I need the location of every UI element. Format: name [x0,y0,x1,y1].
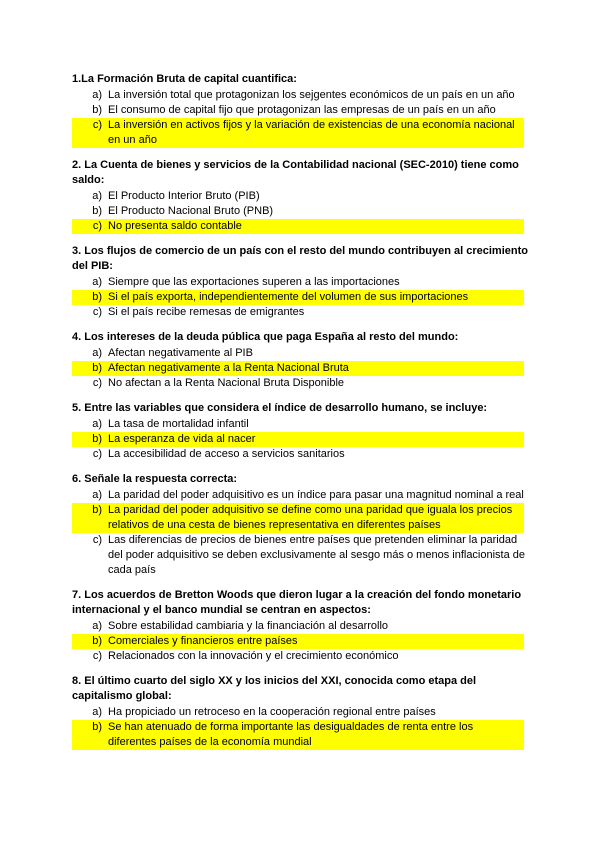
option-text: La inversión en activos fijos y la variación de existencias de una economía nacional en un año [108,118,524,148]
answer-option [72,204,532,219]
option-letter: a) [92,190,102,202]
highlighted-answer-option [72,118,532,148]
question-list [72,72,532,760]
answer-option [72,488,532,503]
question-title: 6. Señale la respuesta correcta: [72,473,238,485]
answer-option [72,346,532,361]
answer-option [72,619,532,634]
answer-option [72,88,532,103]
option-text: La tasa de mortalidad infantil [108,418,249,430]
highlighted-answer-option [72,720,532,750]
answer-option [72,103,532,118]
option-letter: b) [92,205,102,217]
option-letter: b) [72,720,108,750]
option-text: La paridad del poder adquisitivo se define como una paridad que iguala los precios relativos de una cesta de bienes representativa en diferentes países [108,503,524,533]
option-text: Relacionados con la innovación y el crecimiento económico [108,650,399,662]
answer-option [72,447,532,462]
option-text: No afectan a la Renta Nacional Bruta Disponible [108,377,345,389]
option-letter: b) [72,432,108,447]
answer-option [72,376,532,391]
question-title: 7. Los acuerdos de Bretton Woods que dieron lugar a la creación del fondo monetario internacional y el banco mundial se centran en aspectos: [72,589,522,616]
highlighted-answer-option [72,432,532,447]
answer-option [72,305,532,320]
highlighted-answer-option [72,290,532,305]
highlighted-answer-option [72,634,532,649]
question-title: 5. Entre las variables que considera el índice de desarrollo humano, se incluye: [72,402,488,414]
question-8 [72,674,532,750]
option-text: Si el país exporta, independientemente del volumen de sus importaciones [108,290,524,305]
question-title: 2. La Cuenta de bienes y servicios de la Contabilidad nacional (SEC-2010) tiene como saldo: [72,159,519,186]
question-3 [72,244,532,320]
question-2 [72,158,532,234]
option-letter: a) [92,276,102,288]
option-text: Se han atenuado de forma importante las desigualdades de renta entre los diferentes países de la economía mundial [108,720,524,750]
highlighted-answer-option [72,503,532,533]
option-list [72,189,532,234]
option-letter: a) [92,347,102,359]
question-7 [72,588,532,664]
option-list [72,275,532,320]
option-letter: b) [72,290,108,305]
answer-option [72,705,532,720]
option-letter: c) [92,534,102,546]
option-list [72,705,532,750]
option-text: El Producto Nacional Bruto (PNB) [108,205,274,217]
option-letter: a) [92,489,102,501]
option-text: La esperanza de vida al nacer [108,432,524,447]
option-text: Afectan negativamente al PIB [108,347,253,359]
option-letter: b) [72,503,108,533]
question-title: 1.La Formación Bruta de capital cuantifica: [72,73,297,85]
option-text: La inversión total que protagonizan los sejgentes económicos de un país en un año [108,89,515,101]
option-text: Sobre estabilidad cambiaria y la financiación al desarrollo [108,620,389,632]
answer-option [72,189,532,204]
question-5 [72,401,532,462]
option-text: Siempre que las exportaciones superen a las importaciones [108,276,400,288]
highlighted-answer-option [72,361,532,376]
option-list [72,417,532,462]
option-text: La paridad del poder adquisitivo es un índice para pasar una magnitud nominal a real [108,489,524,501]
answer-option [72,533,532,578]
question-title: 4. Los intereses de la deuda pública que paga España al resto del mundo: [72,331,459,343]
answer-option [72,275,532,290]
question-1 [72,72,532,148]
option-letter: c) [72,219,108,234]
option-letter: c) [92,448,102,460]
option-text: La accesibilidad de acceso a servicios sanitarios [108,448,345,460]
option-text: Afectan negativamente a la Renta Nacional Bruta [108,361,524,376]
option-list [72,488,532,578]
option-letter: c) [72,118,108,148]
option-letter: b) [72,361,108,376]
option-letter: a) [92,89,102,101]
question-title: 3. Los flujos de comercio de un país con el resto del mundo contribuyen al crecimiento del PIB: [72,245,528,272]
option-text: No presenta saldo contable [108,219,524,234]
option-letter: a) [92,706,102,718]
option-list [72,619,532,664]
option-letter: a) [92,620,102,632]
option-text: Si el país recibe remesas de emigrantes [108,306,305,318]
option-text: El Producto Interior Bruto (PIB) [108,190,260,202]
option-text: El consumo de capital fijo que protagonizan las empresas de un país en un año [108,104,496,116]
question-title: 8. El último cuarto del siglo XX y los inicios del XXI, conocida como etapa del capitalismo global: [72,675,477,702]
highlighted-answer-option [72,219,532,234]
option-letter: a) [92,418,102,430]
question-4 [72,330,532,391]
option-letter: c) [92,306,102,318]
option-letter: c) [92,377,102,389]
option-list [72,88,532,148]
option-text: Comerciales y financieros entre países [108,634,524,649]
option-text: Ha propiciado un retroceso en la cooperación regional entre países [108,706,436,718]
option-text: Las diferencias de precios de bienes entre países que pretenden eliminar la paridad del poder adquisitivo se deben exclusivamente al sesgo más o menos inflacionista de cada país [108,534,526,576]
option-list [72,346,532,391]
option-letter: b) [92,104,102,116]
option-letter: c) [92,650,102,662]
option-letter: b) [72,634,108,649]
answer-option [72,649,532,664]
answer-option [72,417,532,432]
question-6 [72,472,532,578]
